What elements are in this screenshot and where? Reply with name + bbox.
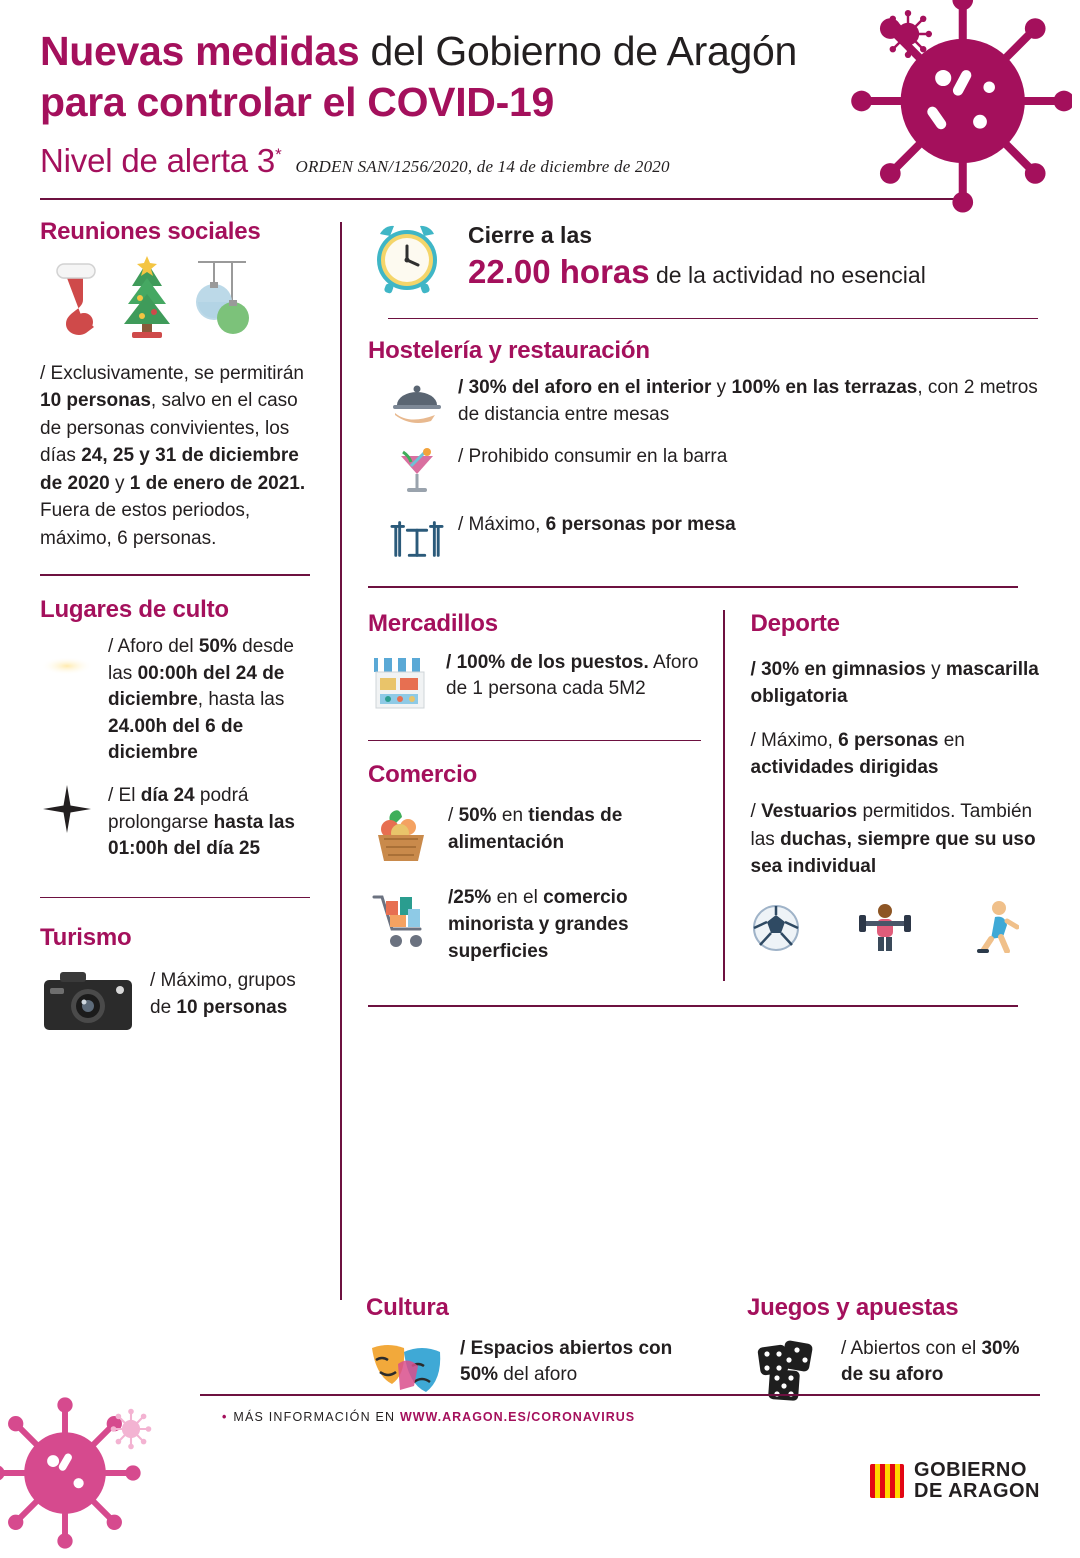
- deporte-bullet-2: [751, 727, 1041, 782]
- social-text: [40, 360, 320, 553]
- closing-rest: de la actividad no esencial: [656, 262, 926, 289]
- closing-text: [468, 222, 926, 291]
- mercadillos-item: [368, 650, 701, 714]
- divider-right-3: [368, 1005, 1018, 1007]
- food-basket-icon: [368, 803, 434, 867]
- dep-2-c: en: [938, 729, 965, 751]
- host-1-c: y: [711, 377, 732, 399]
- host-3-a: / Máximo,: [458, 514, 546, 536]
- com-2-b: 25%: [453, 887, 492, 909]
- soccer-ball-icon: [751, 903, 801, 953]
- merc-a: /: [446, 651, 457, 673]
- aragon-flag-icon: [870, 1464, 904, 1498]
- title-block: [40, 26, 870, 180]
- dep-3-b: Vestuarios: [761, 801, 858, 823]
- divider-middle-1: [368, 740, 701, 742]
- deporte-bullet-3: [751, 798, 1041, 881]
- section-title-turismo: Turismo: [40, 924, 132, 952]
- page-footer: [0, 1388, 1080, 1528]
- com-1-a: /: [448, 805, 459, 827]
- coronavirus-small-icon: [884, 10, 932, 58]
- title-part-4: para controlar el COVID-19: [40, 78, 554, 125]
- worship-item-1: [40, 634, 320, 767]
- turismo-a: / Máximo, grupos de: [150, 970, 296, 1018]
- column-right: [342, 218, 1040, 1290]
- dep-1-b: 30% en gimnasios: [761, 658, 926, 680]
- column-left: [40, 218, 340, 1290]
- merc-b: 100% de los puestos.: [456, 651, 649, 673]
- alert-level-asterisk: *: [275, 144, 282, 164]
- cocktail-icon: [390, 444, 444, 496]
- logo-line-1: GOBIERNO: [914, 1459, 1027, 1481]
- worship-1-c: desde las: [108, 635, 294, 684]
- cultura-text: [460, 1336, 699, 1389]
- shopping-cart-icon: [368, 885, 434, 953]
- closing-line-2: [468, 253, 926, 291]
- christmas-baubles-icon: [192, 256, 252, 342]
- section-title-mercadillos: Mercadillos: [368, 609, 498, 637]
- camera-icon: [40, 968, 136, 1036]
- footer-label: MÁS INFORMACIÓN EN: [233, 1410, 400, 1424]
- cult-c: del aforo: [498, 1364, 578, 1386]
- dep-3-d: . También las: [750, 801, 1033, 850]
- dep-2-a: / Máximo,: [750, 729, 839, 751]
- section-title-deporte: Deporte: [750, 609, 840, 637]
- hosteleria-item-1: [390, 375, 1040, 428]
- comercio-item-1: [368, 803, 701, 867]
- com-1-c: en: [496, 805, 529, 827]
- com-1-d: tiendas de alimentación: [448, 805, 623, 853]
- logo-line-2: DE ARAGON: [914, 1480, 1040, 1502]
- com-2-a: /: [448, 887, 454, 909]
- table-chairs-icon: [390, 512, 444, 560]
- worship-2-c: podrá prolongarse: [108, 784, 249, 833]
- jue-a: / Abiertos con el: [841, 1337, 982, 1359]
- column-far-right: [725, 610, 1041, 981]
- worship-2-b: día 24: [140, 784, 195, 806]
- footer-info: [222, 1410, 635, 1424]
- turismo-text: [150, 968, 320, 1021]
- worship-1-e: , hasta las: [197, 689, 285, 711]
- social-text-e: y: [109, 472, 130, 494]
- comercio-item-2-text: [448, 885, 701, 965]
- worship-1-b: 50%: [198, 635, 237, 657]
- divider-left-2: [40, 897, 310, 899]
- alert-level-text: Nivel de alerta 3: [40, 141, 276, 179]
- title-part-1: Nuevas medidas: [40, 28, 360, 74]
- christmas-stocking-icon: [44, 258, 102, 342]
- hosteleria-item-3: [390, 512, 1040, 560]
- worship-2-a: / El: [108, 784, 141, 806]
- section-title-hosteleria: Hostelería y restauración: [368, 337, 650, 365]
- deporte-bullet-1: [751, 656, 1041, 711]
- worship-1-f: 24.00h del 6 de diciembre: [108, 715, 244, 764]
- main-content: [0, 200, 1080, 1290]
- footer-url[interactable]: WWW.ARAGON.ES/CORONAVIRUS: [399, 1410, 636, 1424]
- comercio-item-2: [368, 885, 701, 965]
- worship-item-2-text: [108, 783, 320, 863]
- host-2-a: / Prohibido consumir en la barra: [458, 446, 728, 468]
- social-text-d: 24, 25 y 31 de diciembre de 2020: [40, 445, 299, 494]
- sport-icons-row: [751, 899, 1041, 953]
- divider-right-2: [368, 586, 1018, 588]
- comercio-item-1-text: [448, 803, 701, 856]
- dep-3-c: permitidos: [857, 801, 951, 823]
- government-logo-text: [914, 1460, 1040, 1502]
- room-service-icon: [390, 375, 444, 423]
- section-title-juegos: Juegos y apuestas: [747, 1293, 959, 1321]
- hosteleria-item-3-text: [458, 512, 736, 539]
- com-2-d: comercio minorista y grandes superficies: [448, 887, 629, 962]
- weightlifting-icon: [857, 901, 913, 953]
- social-text-c: , salvo en el caso de personas convivientes, los días: [40, 390, 298, 467]
- closing-line-1: Cierre a las: [468, 222, 593, 249]
- social-text-b: 10 personas: [40, 390, 151, 412]
- running-icon: [969, 899, 1019, 953]
- divider-left-1: [40, 574, 310, 576]
- divider-right-1: [388, 318, 1038, 320]
- footer-divider: [200, 1394, 1040, 1396]
- jue-b: 30% de su aforo: [841, 1337, 1020, 1386]
- hosteleria-item-2-text: [458, 444, 727, 471]
- dep-3-e: duchas, siempre que su uso sea individual: [750, 828, 1036, 878]
- worship-2-d: hasta las 01:00h del día 25: [108, 811, 295, 860]
- social-text-g: Fuera de estos periodos, máximo, 6 personas.: [40, 500, 251, 549]
- section-title-lugares-de-culto: Lugares de culto: [40, 595, 229, 623]
- merc-c: Aforo de 1 persona cada 5M2: [446, 651, 699, 700]
- social-text-f: 1 de enero de 2021.: [129, 472, 306, 494]
- worship-1-d: 00:00h del 24 de diciembre: [108, 662, 285, 711]
- dep-1-d: mascarilla obligatoria: [750, 658, 1039, 708]
- hosteleria-items: [368, 375, 1040, 560]
- christmas-decorations: [44, 256, 320, 342]
- closing-banner: [368, 218, 1040, 296]
- closing-hours: 22.00 horas: [468, 253, 650, 291]
- cult-a: /: [460, 1337, 471, 1359]
- dep-1-c: y: [925, 658, 946, 680]
- coronavirus-small-bottom-icon: [110, 1408, 152, 1450]
- worship-item-2: [40, 783, 320, 863]
- cult-b: Espacios abiertos con 50%: [460, 1337, 673, 1386]
- column-middle: [368, 610, 723, 981]
- host-1-e: , con 2 metros de distancia entre mesas: [458, 377, 1038, 425]
- com-1-b: 50%: [458, 805, 497, 827]
- sparkle-star-icon: [40, 783, 94, 833]
- turismo-b: 10 personas: [176, 996, 288, 1018]
- hosteleria-item-1-text: [458, 375, 1040, 428]
- worship-item-1-text: [108, 634, 320, 767]
- turismo-item: [40, 968, 320, 1036]
- social-text-a: / Exclusivamente, se permitirán: [40, 362, 304, 384]
- hosteleria-item-2: [390, 444, 1040, 496]
- alert-level: [40, 142, 281, 180]
- section-title-cultura: Cultura: [366, 1293, 449, 1321]
- sub-grid: [368, 610, 1040, 981]
- alert-level-line: [40, 142, 870, 180]
- host-1-a: /: [458, 377, 469, 399]
- government-logo: [870, 1460, 1040, 1502]
- light-rays-icon: [40, 634, 94, 688]
- host-1-b: 30% del aforo en el interior: [468, 377, 712, 399]
- coronavirus-icon: [842, 0, 1072, 216]
- christmas-tree-icon: [116, 256, 178, 342]
- section-title-comercio: Comercio: [368, 761, 478, 789]
- section-title-reuniones-sociales: Reuniones sociales: [40, 217, 261, 245]
- host-1-d: 100% en las terrazas: [731, 377, 918, 399]
- worship-1-a: / Aforo del: [108, 635, 199, 657]
- title-part-3: Aragón: [666, 28, 798, 74]
- page-title: [40, 26, 870, 128]
- com-2-c: en el: [491, 887, 544, 909]
- order-reference: ORDEN SAN/1256/2020, de 14 de diciembre de 2020: [295, 156, 670, 176]
- alarm-clock-icon: [368, 218, 446, 296]
- juegos-text: [841, 1336, 1040, 1389]
- host-3-b: 6 personas por mesa: [545, 514, 736, 536]
- dep-1-a: /: [750, 658, 762, 680]
- page-header: [0, 0, 1080, 180]
- dep-2-b: 6 personas: [838, 729, 939, 751]
- dep-2-d: actividades dirigidas: [750, 757, 939, 779]
- title-part-2: del Gobierno de: [359, 28, 667, 74]
- footer-bullet: •: [222, 1410, 228, 1424]
- mercadillos-text: [446, 650, 701, 703]
- market-stall-icon: [368, 650, 432, 714]
- dep-3-a: /: [750, 801, 762, 823]
